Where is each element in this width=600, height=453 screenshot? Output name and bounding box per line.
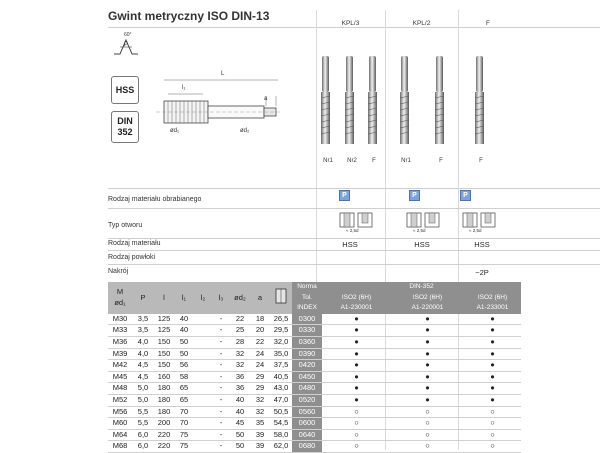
tap-technical-drawing	[148, 70, 288, 150]
chamfer-value-f: ~2P	[475, 268, 489, 277]
cell-l3: -	[212, 394, 230, 406]
cell-a: 22	[250, 336, 270, 348]
through-hole-icon	[338, 211, 376, 235]
tap-label-kpl2-f: F	[439, 158, 443, 164]
availability-mark: ●	[322, 360, 391, 372]
availability-mark: ●	[464, 371, 521, 383]
index-kpl3: A1-230001	[322, 303, 391, 314]
cell-h: 62,0	[270, 441, 292, 453]
table-row	[108, 406, 521, 418]
cell-pitch: 6,0	[132, 441, 154, 453]
dim-l1-label: l₁	[182, 85, 186, 91]
cell-pitch: 4,0	[132, 336, 154, 348]
cell-size: M33	[108, 325, 132, 337]
table-row	[108, 348, 521, 360]
availability-mark: ●	[464, 325, 521, 337]
availability-mark: ●	[391, 371, 464, 383]
cell-h: 58,0	[270, 429, 292, 441]
cell-d2: 32	[230, 360, 250, 372]
cell-l3: -	[212, 314, 230, 325]
cell-length: 180	[154, 383, 174, 395]
tol-label: Tol.	[292, 293, 322, 304]
col-a-header: a	[250, 282, 270, 314]
prop-hole-type-label: Typ otworu	[108, 222, 143, 229]
hole-depth-note: ≈ 2,5d	[346, 228, 359, 233]
cell-index: 0600	[292, 418, 322, 430]
profile-pitch: P	[124, 42, 129, 48]
cell-l1: 56	[174, 360, 194, 372]
material-p-icon: P	[339, 190, 350, 201]
cell-length: 220	[154, 441, 174, 453]
cell-l1: 40	[174, 314, 194, 325]
cell-length: 160	[154, 371, 174, 383]
cell-pitch: 5,5	[132, 406, 154, 418]
cell-pitch: 3,5	[132, 325, 154, 337]
availability-mark: ○	[322, 406, 391, 418]
cell-l3: -	[212, 441, 230, 453]
cell-d2: 36	[230, 383, 250, 395]
page-title: Gwint metryczny ISO DIN-13	[108, 9, 270, 23]
cell-pitch: 5,0	[132, 394, 154, 406]
table-row	[108, 336, 521, 348]
cell-l3: -	[212, 348, 230, 360]
availability-mark: ●	[391, 336, 464, 348]
cell-l1: 50	[174, 348, 194, 360]
cell-h: 47,0	[270, 394, 292, 406]
set-kpl3-label: KPL/3	[341, 20, 360, 27]
prop-material-type-label: Rodzaj materiału	[108, 240, 161, 247]
availability-mark: ○	[464, 406, 521, 418]
cell-pitch: 6,0	[132, 429, 154, 441]
prop-divider-5	[108, 264, 600, 265]
cell-size: M56	[108, 406, 132, 418]
din-badge-line1: DIN	[117, 116, 133, 126]
availability-mark: ○	[391, 406, 464, 418]
col-l1-header: l₁	[174, 282, 194, 314]
tap-label-kpl3-nr2: Nr2	[347, 158, 357, 164]
col-depth-icon-header	[270, 282, 292, 314]
availability-mark: ●	[391, 360, 464, 372]
col-l3-header: l₃	[212, 282, 230, 314]
cell-d2: 40	[230, 394, 250, 406]
tap-label-kpl3-f: F	[372, 158, 376, 164]
table-header-row	[108, 282, 521, 293]
cell-h: 37,5	[270, 360, 292, 372]
cell-index: 0520	[292, 394, 322, 406]
cell-l3: -	[212, 406, 230, 418]
set-kpl2-label: KPL/2	[412, 20, 431, 27]
table-row	[108, 418, 521, 430]
cell-h: 35,0	[270, 348, 292, 360]
table-row	[108, 394, 521, 406]
prop-coating-label: Rodzaj powłoki	[108, 254, 156, 261]
availability-mark: ●	[322, 336, 391, 348]
availability-mark: ●	[322, 394, 391, 406]
norma-value: DIN-352	[322, 282, 521, 293]
availability-mark: ●	[391, 325, 464, 337]
cell-index: 0330	[292, 325, 322, 337]
table-row	[108, 371, 521, 383]
cell-index: 0560	[292, 406, 322, 418]
dim-d2-label: ød₂	[240, 128, 250, 134]
availability-mark: ●	[464, 360, 521, 372]
col-m-header	[108, 282, 132, 314]
prop-divider-1	[108, 188, 600, 189]
cell-l1: 70	[174, 418, 194, 430]
cell-h: 40,5	[270, 371, 292, 383]
cell-length: 125	[154, 325, 174, 337]
cell-l1: 75	[174, 429, 194, 441]
cell-l2	[194, 336, 212, 348]
cell-pitch: 5,5	[132, 418, 154, 430]
cell-d2: 50	[230, 441, 250, 453]
cell-l2	[194, 441, 212, 453]
cell-pitch: 5,0	[132, 383, 154, 395]
availability-mark: ○	[322, 418, 391, 430]
din-badge-line2: 352	[117, 127, 133, 137]
cell-l1: 75	[174, 441, 194, 453]
tol-kpl2: ISO2 (6H)	[391, 293, 464, 304]
cell-d2: 32	[230, 348, 250, 360]
cell-d2: 28	[230, 336, 250, 348]
tap-size-table	[108, 282, 521, 453]
index-f: A1-233001	[464, 303, 521, 314]
thread-profile-icon	[112, 34, 142, 60]
cell-l1: 65	[174, 383, 194, 395]
prop-workpiece-material-label: Rodzaj materiału obrabianego	[108, 196, 202, 203]
tol-kpl3: ISO2 (6H)	[322, 293, 391, 304]
availability-mark: ●	[391, 348, 464, 360]
availability-mark: ●	[464, 383, 521, 395]
cell-d2: 36	[230, 371, 250, 383]
availability-mark: ●	[464, 348, 521, 360]
cell-a: 24	[250, 348, 270, 360]
tap-kpl3-nr1	[321, 56, 330, 144]
dim-d1-label: ød₁	[170, 128, 180, 134]
cell-l3: -	[212, 371, 230, 383]
availability-mark: ○	[391, 418, 464, 430]
cell-size: M48	[108, 383, 132, 395]
prop-divider-4	[108, 250, 600, 251]
material-p-icon: P	[460, 190, 471, 201]
cell-size: M30	[108, 314, 132, 325]
availability-mark: ○	[322, 441, 391, 453]
cell-a: 24	[250, 360, 270, 372]
material-p-icon: P	[409, 190, 420, 201]
cell-d2: 40	[230, 406, 250, 418]
dim-a-label: a	[264, 96, 268, 102]
cell-l2	[194, 314, 212, 325]
cell-l3: -	[212, 360, 230, 372]
cell-size: M42	[108, 360, 132, 372]
prop-chamfer-label: Nakrój	[108, 268, 129, 275]
cell-index: 0680	[292, 441, 322, 453]
cell-l1: 70	[174, 406, 194, 418]
cell-size: M39	[108, 348, 132, 360]
availability-mark: ●	[322, 325, 391, 337]
table-row	[108, 325, 521, 337]
cell-size: M60	[108, 418, 132, 430]
cell-a: 20	[250, 325, 270, 337]
availability-mark: ●	[322, 314, 391, 325]
cell-pitch: 3,5	[132, 314, 154, 325]
cell-l3: -	[212, 383, 230, 395]
cell-l2	[194, 360, 212, 372]
col-l-header: l	[154, 282, 174, 314]
tap-label-f-f: F	[479, 158, 483, 164]
tol-f: ISO2 (6H)	[464, 293, 521, 304]
cell-l2	[194, 429, 212, 441]
cell-length: 150	[154, 348, 174, 360]
cell-l2	[194, 406, 212, 418]
prop-divider-3	[108, 238, 600, 239]
table-row	[108, 314, 521, 325]
cell-pitch: 4,5	[132, 371, 154, 383]
cell-index: 0450	[292, 371, 322, 383]
table-row	[108, 429, 521, 441]
material-value-kpl2: HSS	[414, 240, 430, 249]
cell-l3: -	[212, 325, 230, 337]
availability-mark: ○	[322, 429, 391, 441]
cell-a: 39	[250, 429, 270, 441]
cell-h: 32,0	[270, 336, 292, 348]
cell-l1: 40	[174, 325, 194, 337]
availability-mark: ●	[391, 394, 464, 406]
set-f-label: F	[486, 20, 490, 27]
cell-length: 180	[154, 406, 174, 418]
cell-index: 0390	[292, 348, 322, 360]
cell-a: 32	[250, 394, 270, 406]
cell-l2	[194, 325, 212, 337]
cell-l1: 65	[174, 394, 194, 406]
index-kpl2: A1-220001	[391, 303, 464, 314]
cell-a: 39	[250, 441, 270, 453]
prop-divider-2	[108, 208, 600, 209]
availability-mark: ●	[322, 371, 391, 383]
cell-a: 35	[250, 418, 270, 430]
availability-mark: ○	[464, 429, 521, 441]
cell-index: 0640	[292, 429, 322, 441]
cell-size: M64	[108, 429, 132, 441]
tap-label-kpl2-nr1: Nr1	[401, 158, 411, 164]
hole-depth-note: ≈ 2,5d	[413, 228, 426, 233]
cell-h: 43,0	[270, 383, 292, 395]
availability-mark: ●	[464, 336, 521, 348]
col-d2-header: ød₂	[230, 282, 250, 314]
hss-badge: HSS	[111, 76, 139, 104]
table-row	[108, 441, 521, 453]
profile-angle: 60°	[124, 32, 132, 38]
cell-size: M52	[108, 394, 132, 406]
cell-l1: 58	[174, 371, 194, 383]
cell-l3: -	[212, 418, 230, 430]
table-row	[108, 360, 521, 372]
title-divider	[108, 27, 600, 28]
availability-mark: ○	[464, 418, 521, 430]
cell-h: 29,5	[270, 325, 292, 337]
cell-h: 26,5	[270, 314, 292, 325]
cell-a: 32	[250, 406, 270, 418]
cell-pitch: 4,0	[132, 348, 154, 360]
cell-l2	[194, 371, 212, 383]
cell-pitch: 4,5	[132, 360, 154, 372]
availability-mark: ●	[322, 383, 391, 395]
cell-index: 0420	[292, 360, 322, 372]
cell-l1: 50	[174, 336, 194, 348]
availability-mark: ●	[391, 383, 464, 395]
cell-l2	[194, 348, 212, 360]
col-p-header: P	[132, 282, 154, 314]
cell-l2	[194, 383, 212, 395]
availability-mark: ●	[464, 314, 521, 325]
cell-length: 125	[154, 314, 174, 325]
material-value-kpl3: HSS	[342, 240, 358, 249]
cell-a: 18	[250, 314, 270, 325]
table-row	[108, 383, 521, 395]
cell-size: M68	[108, 441, 132, 453]
cell-size: M45	[108, 371, 132, 383]
cell-h: 54,5	[270, 418, 292, 430]
col-m-label: M	[116, 287, 124, 297]
tap-images	[316, 52, 600, 162]
cell-h: 50,5	[270, 406, 292, 418]
cell-length: 220	[154, 429, 174, 441]
cell-l2	[194, 394, 212, 406]
tap-label-kpl3-nr1: Nr1	[323, 158, 333, 164]
cell-a: 29	[250, 371, 270, 383]
cell-l3: -	[212, 336, 230, 348]
cell-index: 0480	[292, 383, 322, 395]
hole-icon	[461, 211, 499, 235]
cell-d2: 22	[230, 314, 250, 325]
cell-length: 150	[154, 360, 174, 372]
col-l2-header: l₂	[194, 282, 212, 314]
dim-L-label: L	[221, 71, 225, 77]
din-badge	[111, 111, 139, 143]
availability-mark: ○	[464, 441, 521, 453]
cell-l3: -	[212, 429, 230, 441]
availability-mark: ●	[464, 394, 521, 406]
cell-d2: 50	[230, 429, 250, 441]
availability-mark: ○	[391, 441, 464, 453]
availability-mark: ●	[322, 348, 391, 360]
cell-d2: 25	[230, 325, 250, 337]
availability-mark: ○	[391, 429, 464, 441]
thread-depth-icon	[274, 287, 288, 305]
cell-index: 0360	[292, 336, 322, 348]
blind-hole-icon	[405, 211, 443, 235]
cell-l2	[194, 418, 212, 430]
material-value-f: HSS	[474, 240, 490, 249]
hole-depth-note: ≈ 2,5d	[469, 228, 482, 233]
cell-a: 29	[250, 383, 270, 395]
cell-d2: 45	[230, 418, 250, 430]
cell-length: 150	[154, 336, 174, 348]
norma-label: Norma	[292, 282, 322, 293]
cell-length: 180	[154, 394, 174, 406]
index-label: INDEX	[292, 303, 322, 314]
availability-mark: ●	[391, 314, 464, 325]
cell-size: M36	[108, 336, 132, 348]
cell-index: 0300	[292, 314, 322, 325]
col-d1-label: ød₁	[114, 297, 126, 307]
cell-length: 200	[154, 418, 174, 430]
